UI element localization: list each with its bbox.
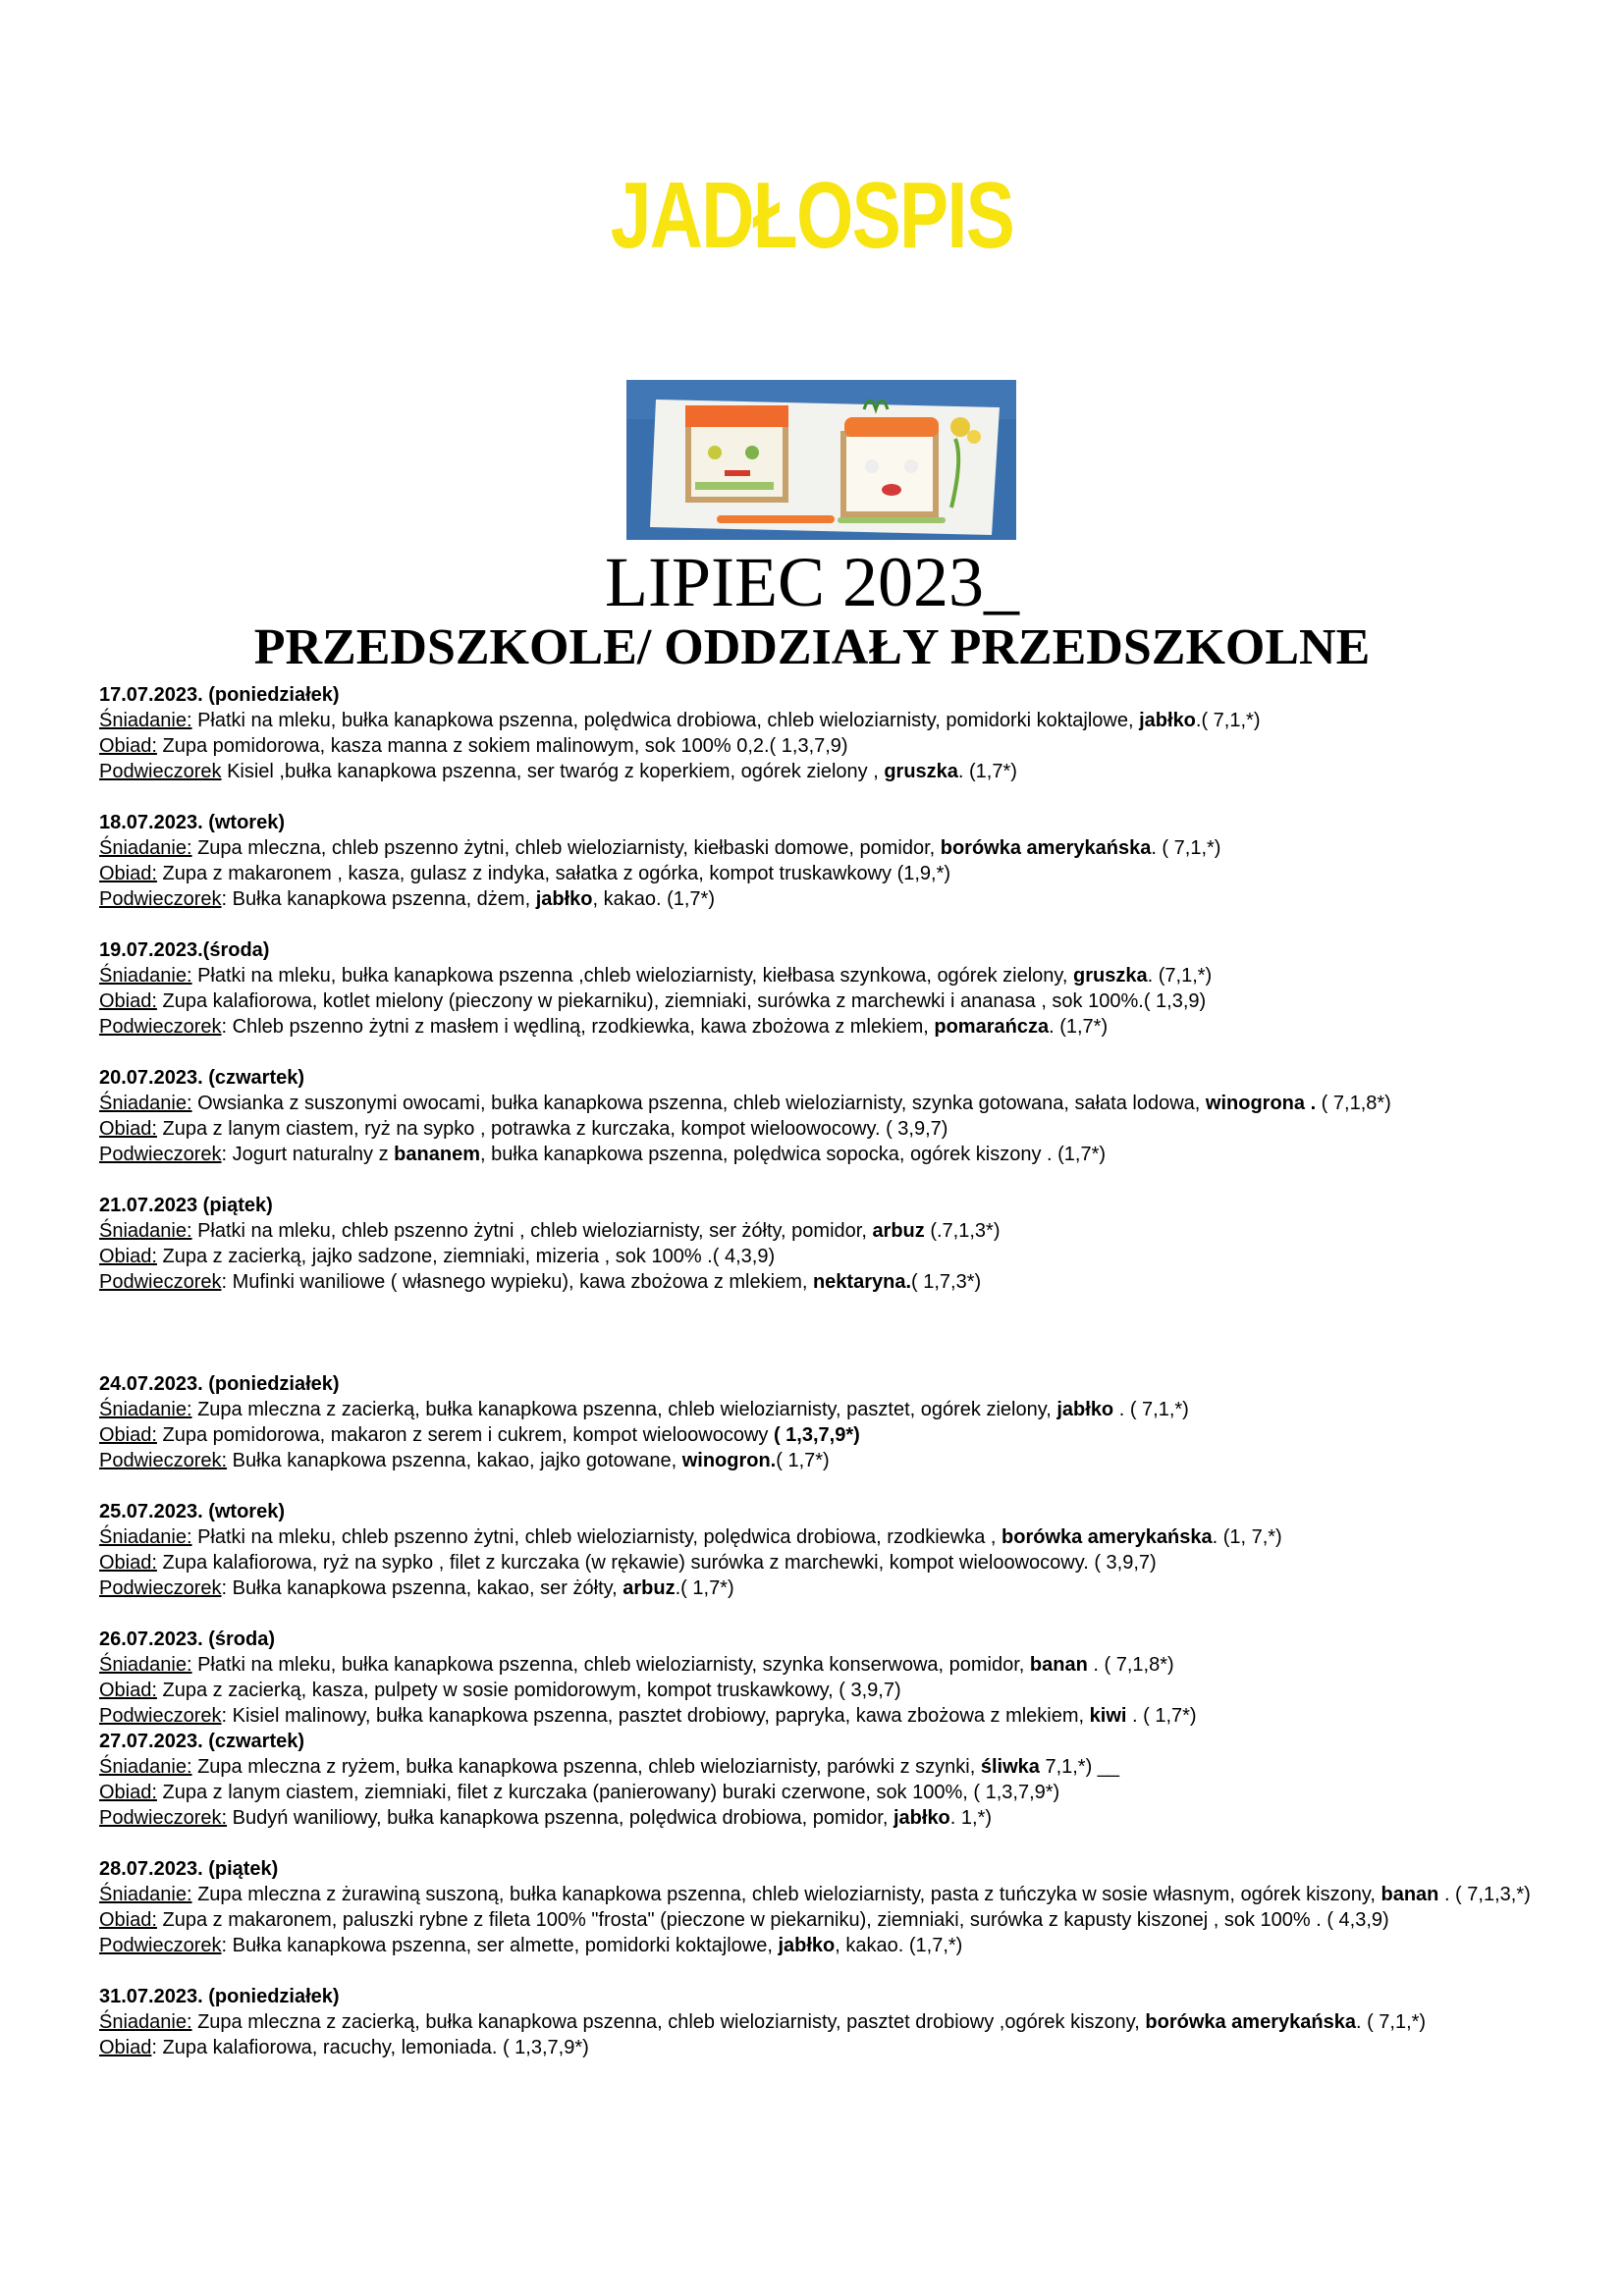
breakfast-allergens: . ( 7,1,*) xyxy=(1355,2011,1427,2033)
lunch-text: Zupa kalafiorowa, kotlet mielony (pieczony w piekarniku), ziemniaki, surówka z marchewki i ananasa , sok 100%.( 1,3,9) xyxy=(156,990,1207,1012)
lunch-text: Zupa z zacierką, jajko sadzone, ziemniaki, mizeria , sok 100% .( 4,3,9) xyxy=(156,1246,776,1267)
day-entry xyxy=(99,1627,1552,1729)
lunch-label: Obiad: xyxy=(99,990,157,1012)
breakfast-fruit: borówka amerykańska xyxy=(1001,1526,1213,1548)
snack-fruit: nektaryna. xyxy=(812,1271,912,1293)
breakfast-line xyxy=(99,835,1552,861)
day-date: 17.07.2023. (poniedziałek) xyxy=(99,684,340,706)
snack-fruit: bananem xyxy=(394,1144,480,1165)
lunch-line xyxy=(99,2035,1552,2060)
snack-text: : Chleb pszenno żytni z masłem i wędliną, rzodkiewka, kawa zbożowa z mlekiem, xyxy=(221,1016,935,1038)
breakfast-fruit: arbuz xyxy=(872,1220,925,1242)
day-date: 26.07.2023. (środa) xyxy=(99,1629,275,1650)
breakfast-label: Śniadanie: xyxy=(99,2011,192,2033)
lunch-label: Obiad: xyxy=(99,1246,157,1267)
breakfast-fruit: jabłko xyxy=(1056,1399,1114,1420)
breakfast-fruit: jabłko xyxy=(1139,710,1196,731)
breakfast-line xyxy=(99,2009,1552,2035)
snack-line xyxy=(99,1014,1552,1040)
kids-food-photo xyxy=(626,380,1016,540)
lunch-label: Obiad: xyxy=(99,1909,157,1931)
snack-allergens: ( 1,7*) xyxy=(776,1450,830,1471)
breakfast-label: Śniadanie: xyxy=(99,965,192,987)
subtitle-heading: PRZEDSZKOLE/ ODDZIAŁY PRZEDSZKOLNE xyxy=(253,619,1371,675)
snack-allergens: . ( 1,7*) xyxy=(1126,1705,1197,1727)
snack-line xyxy=(99,759,1552,784)
snack-text: : Mufinki waniliowe ( własnego wypieku), kawa zbożowa z mlekiem, xyxy=(221,1271,813,1293)
day-date: 27.07.2023. (czwartek) xyxy=(99,1731,305,1752)
day-entry xyxy=(99,1499,1552,1601)
snack-allergens: ( 1,7,3*) xyxy=(911,1271,982,1293)
breakfast-label: Śniadanie: xyxy=(99,710,192,731)
snack-text: : Bułka kanapkowa pszenna, dżem, xyxy=(221,888,536,910)
breakfast-fruit: borówka amerykańska xyxy=(940,837,1152,859)
day-entry xyxy=(99,1729,1552,1831)
snack-label: Podwieczorek: xyxy=(99,1450,228,1471)
snack-allergens: .( 1,7*) xyxy=(675,1577,734,1599)
breakfast-line xyxy=(99,1218,1552,1244)
breakfast-fruit: gruszka xyxy=(1073,965,1148,987)
lunch-label: Obiad: xyxy=(99,1118,157,1140)
breakfast-fruit: borówka amerykańska xyxy=(1145,2011,1356,2033)
breakfast-allergens: . (1, 7,*) xyxy=(1212,1526,1282,1548)
day-date: 24.07.2023. (poniedziałek) xyxy=(99,1373,340,1395)
snack-line xyxy=(99,1269,1552,1295)
breakfast-label: Śniadanie: xyxy=(99,1526,192,1548)
lunch-line xyxy=(99,1422,1552,1448)
breakfast-allergens: . ( 7,1,*) xyxy=(1151,837,1221,859)
snack-allergens: . 1,*) xyxy=(949,1807,993,1829)
snack-text: Kisiel ,bułka kanapkowa pszenna, ser twaróg z koperkiem, ogórek zielony , xyxy=(221,761,885,782)
snack-fruit: kiwi xyxy=(1089,1705,1127,1727)
lunch-label: Obiad: xyxy=(99,1424,157,1446)
day-date: 18.07.2023. (wtorek) xyxy=(99,812,285,833)
lunch-text: Zupa kalafiorowa, ryż na sypko , filet z kurczaka (w rękawie) surówka z marchewki, kompot wieloowocowy. ( 3,9,7) xyxy=(156,1552,1157,1574)
snack-allergens: . (1,7*) xyxy=(957,761,1017,782)
lunch-line xyxy=(99,1244,1552,1269)
snack-fruit: jabłko xyxy=(893,1807,950,1829)
breakfast-allergens: . ( 7,1,*) xyxy=(1113,1399,1189,1420)
breakfast-label: Śniadanie: xyxy=(99,1220,192,1242)
snack-fruit: winogron. xyxy=(681,1450,777,1471)
snack-label: Podwieczorek xyxy=(99,1935,222,1956)
snack-line xyxy=(99,1575,1552,1601)
day-date: 21.07.2023 (piątek) xyxy=(99,1195,273,1216)
breakfast-allergens: . ( 7,1,3,*) xyxy=(1438,1884,1531,1905)
snack-fruit: jabłko xyxy=(778,1935,836,1956)
snack-line xyxy=(99,1142,1552,1167)
breakfast-allergens: .( 7,1,*) xyxy=(1195,710,1261,731)
breakfast-label: Śniadanie: xyxy=(99,1399,192,1420)
day-entry xyxy=(99,1856,1552,1958)
lunch-line xyxy=(99,1116,1552,1142)
snack-line xyxy=(99,1933,1552,1958)
snack-label: Podwieczorek xyxy=(99,1271,222,1293)
breakfast-label: Śniadanie: xyxy=(99,1093,192,1114)
breakfast-text: Zupa mleczna z zacierką, bułka kanapkowa pszenna, chleb wieloziarnisty, pasztet, ogórek zielony, xyxy=(191,1399,1057,1420)
breakfast-fruit: banan xyxy=(1029,1654,1088,1676)
lunch-line xyxy=(99,861,1552,886)
breakfast-allergens: . ( 7,1,8*) xyxy=(1087,1654,1174,1676)
lunch-line xyxy=(99,1678,1552,1703)
menu-list xyxy=(99,682,1552,2086)
breakfast-line xyxy=(99,1754,1552,1780)
snack-allergens: , bułka kanapkowa pszenna, polędwica sopocka, ogórek kiszony . (1,7*) xyxy=(479,1144,1107,1165)
day-entry xyxy=(99,1065,1552,1167)
breakfast-text: Płatki na mleku, chleb pszenno żytni, chleb wieloziarnisty, polędwica drobiowa, rzodkiewka , xyxy=(191,1526,1002,1548)
breakfast-line xyxy=(99,708,1552,733)
lunch-line xyxy=(99,1550,1552,1575)
breakfast-text: Płatki na mleku, bułka kanapkowa pszenna, chleb wieloziarnisty, szynka konserwowa, pomidor, xyxy=(191,1654,1030,1676)
day-date: 20.07.2023. (czwartek) xyxy=(99,1067,305,1089)
snack-line xyxy=(99,1805,1552,1831)
lunch-text: Zupa pomidorowa, kasza manna z sokiem malinowym, sok 100% 0,2.( 1,3,7,9) xyxy=(156,735,848,757)
page-title: JADŁOSPIS xyxy=(610,163,1014,268)
month-heading: LIPIEC 2023_ xyxy=(605,543,1019,621)
day-entry xyxy=(99,937,1552,1040)
lunch-label: Obiad: xyxy=(99,1782,157,1803)
breakfast-allergens: (.7,1,3*) xyxy=(924,1220,1001,1242)
breakfast-line xyxy=(99,963,1552,988)
snack-text: : Jogurt naturalny z xyxy=(221,1144,395,1165)
day-date-line xyxy=(99,1984,1552,2009)
breakfast-text: Płatki na mleku, bułka kanapkowa pszenna, polędwica drobiowa, chleb wieloziarnisty, pomidorki koktajlowe, xyxy=(191,710,1140,731)
breakfast-text: Owsianka z suszonymi owocami, bułka kanapkowa pszenna, chleb wieloziarnisty, szynka gotowana, sałata lodowa, xyxy=(191,1093,1206,1114)
breakfast-line xyxy=(99,1397,1552,1422)
snack-allergens: , kakao. (1,7,*) xyxy=(835,1935,963,1956)
lunch-line xyxy=(99,1780,1552,1805)
breakfast-label: Śniadanie: xyxy=(99,837,192,859)
snack-label: Podwieczorek xyxy=(99,1016,222,1038)
lunch-text: Zupa z lanym ciastem, ryż na sypko , potrawka z kurczaka, kompot wieloowocowy. ( 3,9,7) xyxy=(156,1118,948,1140)
breakfast-fruit: banan xyxy=(1380,1884,1439,1905)
breakfast-text: Zupa mleczna z żurawiną suszoną, bułka kanapkowa pszenna, chleb wieloziarnisty, pasta z tuńczyka w sosie własnym, ogórek kiszony, xyxy=(191,1884,1381,1905)
breakfast-line xyxy=(99,1524,1552,1550)
lunch-label: Obiad: xyxy=(99,1680,157,1701)
snack-label: Podwieczorek xyxy=(99,1577,222,1599)
snack-fruit: pomarańcza xyxy=(934,1016,1050,1038)
breakfast-line xyxy=(99,1882,1552,1907)
snack-fruit: jabłko xyxy=(535,888,593,910)
breakfast-allergens: 7,1,*) __ xyxy=(1039,1756,1120,1778)
snack-allergens: , kakao. (1,7*) xyxy=(592,888,716,910)
snack-label: Podwieczorek xyxy=(99,761,222,782)
snack-fruit: arbuz xyxy=(623,1577,676,1599)
snack-text: : Bułka kanapkowa pszenna, kakao, ser żółty, xyxy=(221,1577,623,1599)
lunch-line xyxy=(99,1907,1552,1933)
breakfast-fruit: śliwka xyxy=(980,1756,1040,1778)
snack-allergens: . (1,7*) xyxy=(1049,1016,1109,1038)
snack-fruit: gruszka xyxy=(884,761,958,782)
day-entry xyxy=(99,810,1552,912)
breakfast-fruit: winogrona . xyxy=(1205,1093,1317,1114)
breakfast-label: Śniadanie: xyxy=(99,1654,192,1676)
snack-text: Bułka kanapkowa pszenna, kakao, jajko gotowane, xyxy=(227,1450,682,1471)
breakfast-label: Śniadanie: xyxy=(99,1884,192,1905)
snack-line xyxy=(99,1703,1552,1729)
day-entry xyxy=(99,682,1552,784)
lunch-label: Obiad: xyxy=(99,735,157,757)
snack-text: Budyń waniliowy, bułka kanapkowa pszenna, polędwica drobiowa, pomidor, xyxy=(227,1807,893,1829)
snack-label: Podwieczorek xyxy=(99,888,222,910)
day-entry xyxy=(99,1371,1552,1473)
lunch-label: Obiad xyxy=(99,2037,152,2058)
day-entry xyxy=(99,1193,1552,1295)
breakfast-allergens: ( 7,1,8*) xyxy=(1316,1093,1391,1114)
snack-text: : Bułka kanapkowa pszenna, ser almette, pomidorki koktajlowe, xyxy=(221,1935,779,1956)
lunch-text: Zupa pomidorowa, makaron z serem i cukrem, kompot wieloowocowy xyxy=(156,1424,774,1446)
day-date: 25.07.2023. (wtorek) xyxy=(99,1501,285,1522)
day-date: 31.07.2023 xyxy=(99,1986,198,2007)
snack-label: Podwieczorek xyxy=(99,1705,222,1727)
day-entry xyxy=(99,1984,1552,2060)
lunch-text: : Zupa kalafiorowa, racuchy, lemoniada. ( 1,3,7,9*) xyxy=(151,2037,589,2058)
breakfast-text: Zupa mleczna, chleb pszenno żytni, chleb wieloziarnisty, kiełbaski domowe, pomidor, xyxy=(191,837,941,859)
lunch-text: Zupa z makaronem, paluszki rybne z fileta 100% "frosta" (pieczone w piekarniku), ziemniaki, surówka z kapusty kiszonej , sok 100% . ( 4,3,9) xyxy=(156,1909,1389,1931)
food-plate-image xyxy=(626,380,1016,540)
breakfast-text: Płatki na mleku, bułka kanapkowa pszenna ,chleb wieloziarnisty, kiełbasa szynkowa, ogórek zielony, xyxy=(191,965,1074,987)
lunch-line xyxy=(99,733,1552,759)
lunch-text: Zupa z zacierką, kasza, pulpety w sosie pomidorowym, kompot truskawkowy, ( 3,9,7) xyxy=(156,1680,901,1701)
snack-line xyxy=(99,886,1552,912)
lunch-label: Obiad: xyxy=(99,863,157,884)
snack-line xyxy=(99,1448,1552,1473)
lunch-label: Obiad: xyxy=(99,1552,157,1574)
snack-label: Podwieczorek: xyxy=(99,1807,228,1829)
breakfast-text: Płatki na mleku, chleb pszenno żytni , chleb wieloziarnisty, ser żółty, pomidor, xyxy=(191,1220,873,1242)
day-date: 28.07.2023. (piątek) xyxy=(99,1858,279,1880)
breakfast-text: Zupa mleczna z zacierką, bułka kanapkowa pszenna, chleb wieloziarnisty, pasztet drobiowy ,ogórek kiszony, xyxy=(191,2011,1146,2033)
breakfast-line xyxy=(99,1091,1552,1116)
breakfast-allergens: . (7,1,*) xyxy=(1147,965,1213,987)
lunch-line xyxy=(99,988,1552,1014)
snack-label: Podwieczorek xyxy=(99,1144,222,1165)
lunch-text: Zupa z makaronem , kasza, gulasz z indyka, sałatka z ogórka, kompot truskawkowy (1,9,*) xyxy=(156,863,951,884)
breakfast-label: Śniadanie: xyxy=(99,1756,192,1778)
breakfast-line xyxy=(99,1652,1552,1678)
day-date-suffix: . (poniedziałek) xyxy=(197,1986,340,2007)
day-date: 19.07.2023.(środa) xyxy=(99,939,270,961)
lunch-text: Zupa z lanym ciastem, ziemniaki, filet z kurczaka (panierowany) buraki czerwone, sok 100%, ( 1,3,7,9*) xyxy=(156,1782,1060,1803)
snack-text: : Kisiel malinowy, bułka kanapkowa pszenna, pasztet drobiowy, papryka, kawa zbożowa z mlekiem, xyxy=(221,1705,1090,1727)
breakfast-text: Zupa mleczna z ryżem, bułka kanapkowa pszenna, chleb wieloziarnisty, parówki z szynki, xyxy=(191,1756,981,1778)
lunch-bold: ( 1,3,7,9*) xyxy=(773,1424,860,1446)
